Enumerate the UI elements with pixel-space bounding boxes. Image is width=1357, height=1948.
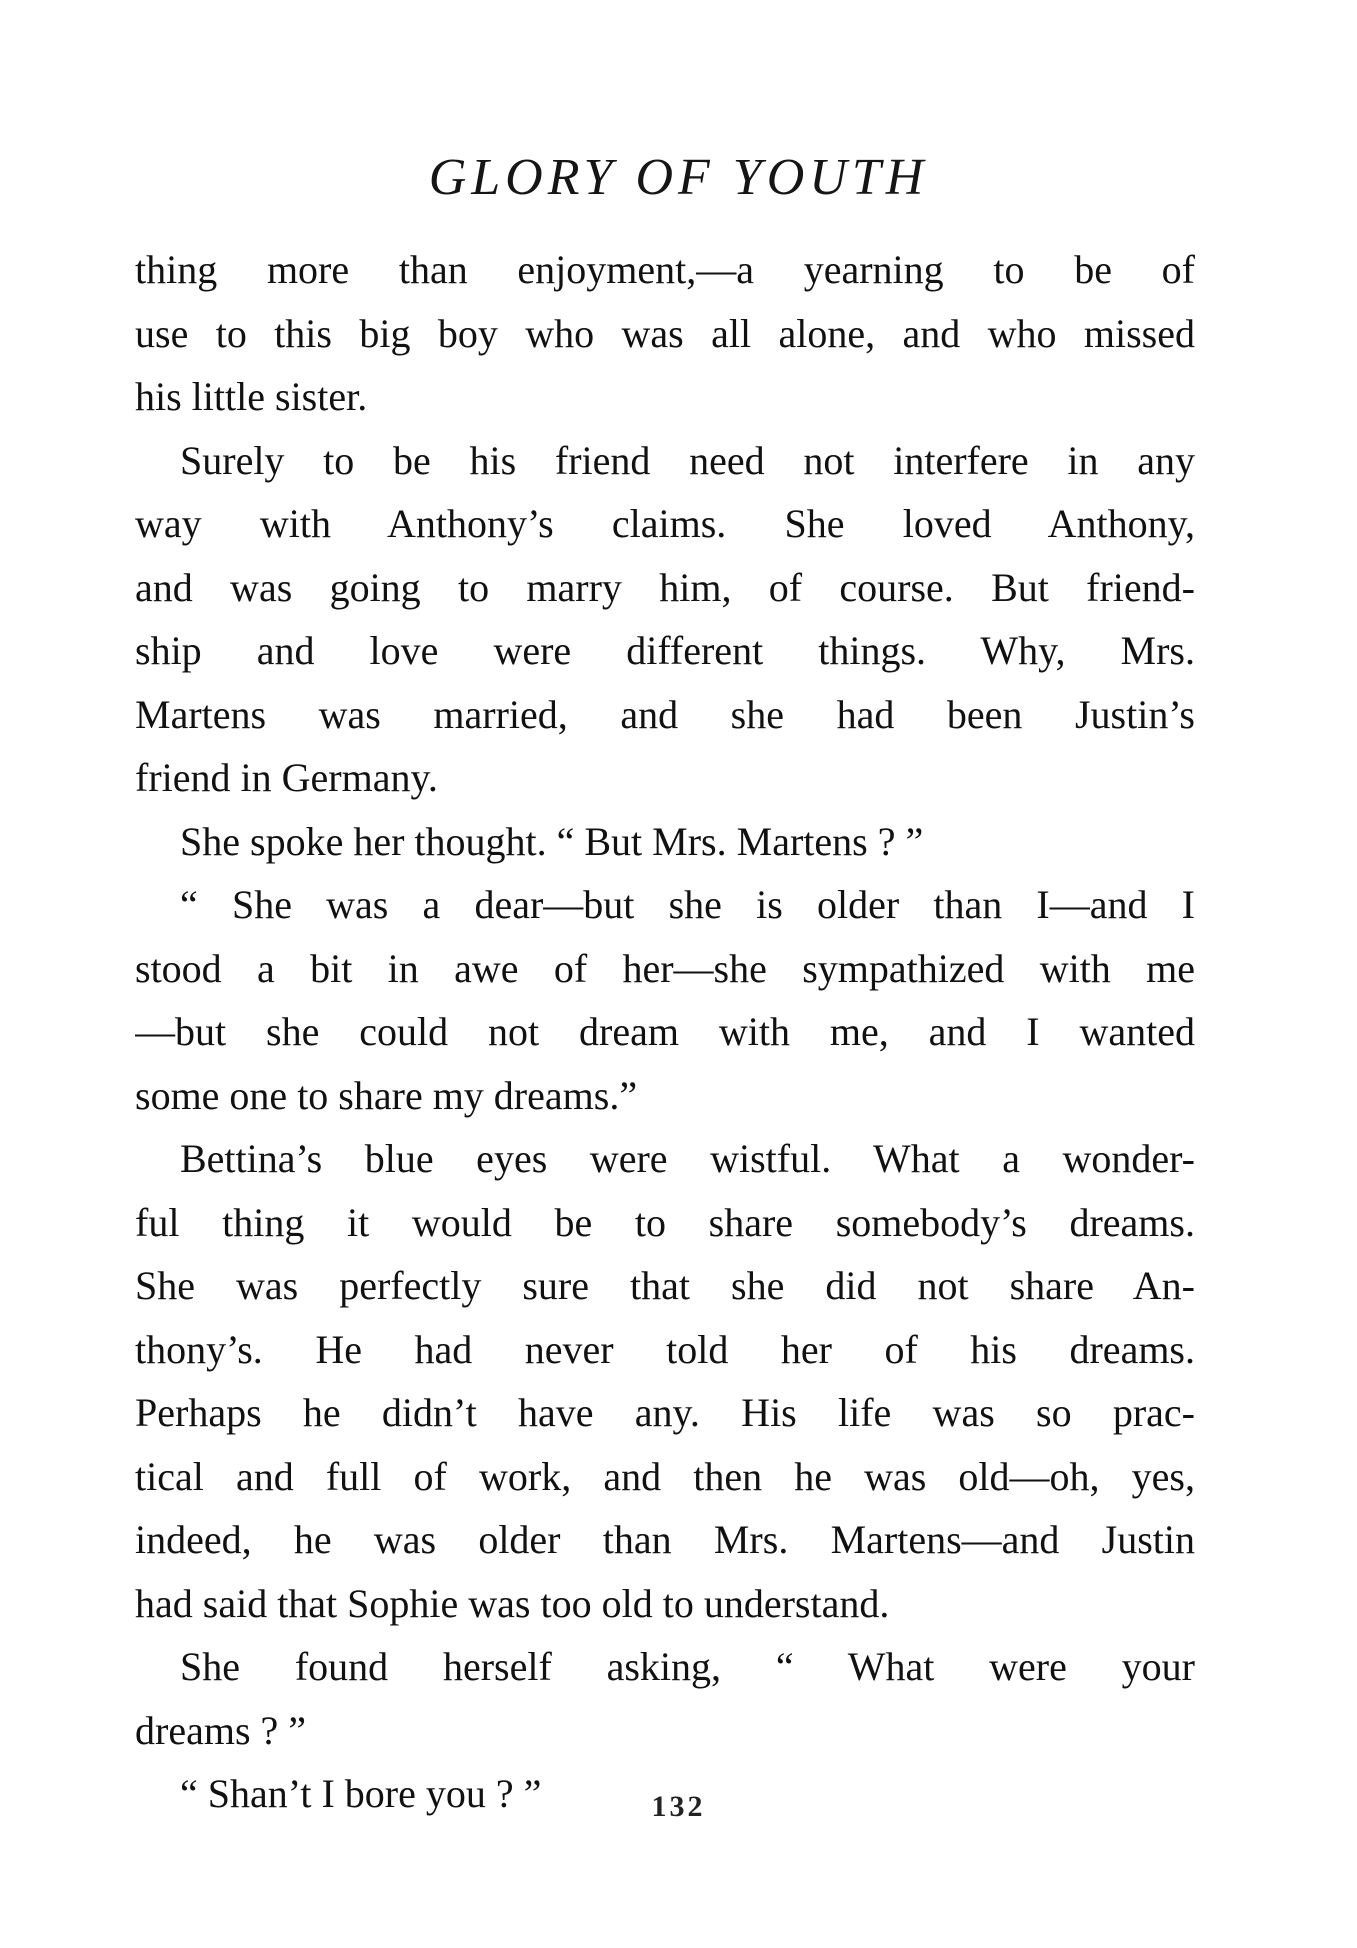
text-line: She spoke her thought. “ But Mrs. Martens ? ” [180, 818, 924, 864]
text-line: tical and full of work, and then he was old—oh, yes, [135, 1453, 1195, 1499]
text-line: friend in Germany. [135, 755, 438, 800]
text-line: “ She was a dear—but she is older than I—and I [180, 882, 1195, 927]
text-line: She found herself asking, “ What were your [180, 1644, 1195, 1689]
page-number: 132 [651, 1790, 706, 1823]
text-line: Surely to be his friend need not interfere in any [180, 437, 1195, 483]
text-line: Martens was married, and she had been Justin’s [135, 691, 1195, 737]
text-line: and was going to marry him, of course. But friend- [135, 564, 1195, 610]
text-line: stood a bit in awe of her—she sympathized with me [135, 945, 1195, 991]
text-line: thony’s. He had never told her of his dreams. [135, 1326, 1195, 1372]
text-line: indeed, he was older than Mrs. Martens—and Justin [135, 1517, 1195, 1562]
text-line: some one to share my dreams.” [135, 1072, 638, 1118]
text-line: his little sister. [135, 374, 368, 419]
text-line: use to this big boy who was all alone, and who missed [135, 310, 1195, 356]
body-text [135, 238, 1195, 1826]
text-line: “ Shan’t I bore you ? ” [180, 1771, 542, 1816]
text-line: She was perfectly sure that she did not share An- [135, 1263, 1195, 1308]
text-line: thing more than enjoyment,—a yearning to be of [135, 247, 1195, 292]
text-line: —but she could not dream with me, and I wanted [135, 1009, 1195, 1054]
text-line: Perhaps he didn’t have any. His life was so prac- [135, 1390, 1195, 1435]
text-line: dreams ? ” [135, 1707, 307, 1753]
text-line: Bettina’s blue eyes were wistful. What a wonder- [180, 1136, 1195, 1181]
text-line: had said that Sophie was too old to understand. [135, 1580, 890, 1626]
running-title: GLORY OF YOUTH [428, 149, 929, 206]
text-line: ship and love were different things. Why, Mrs. [135, 628, 1195, 673]
text-line: ful thing it would be to share somebody’s dreams. [135, 1199, 1195, 1245]
text-line: way with Anthony’s claims. She loved Anthony, [135, 501, 1195, 546]
